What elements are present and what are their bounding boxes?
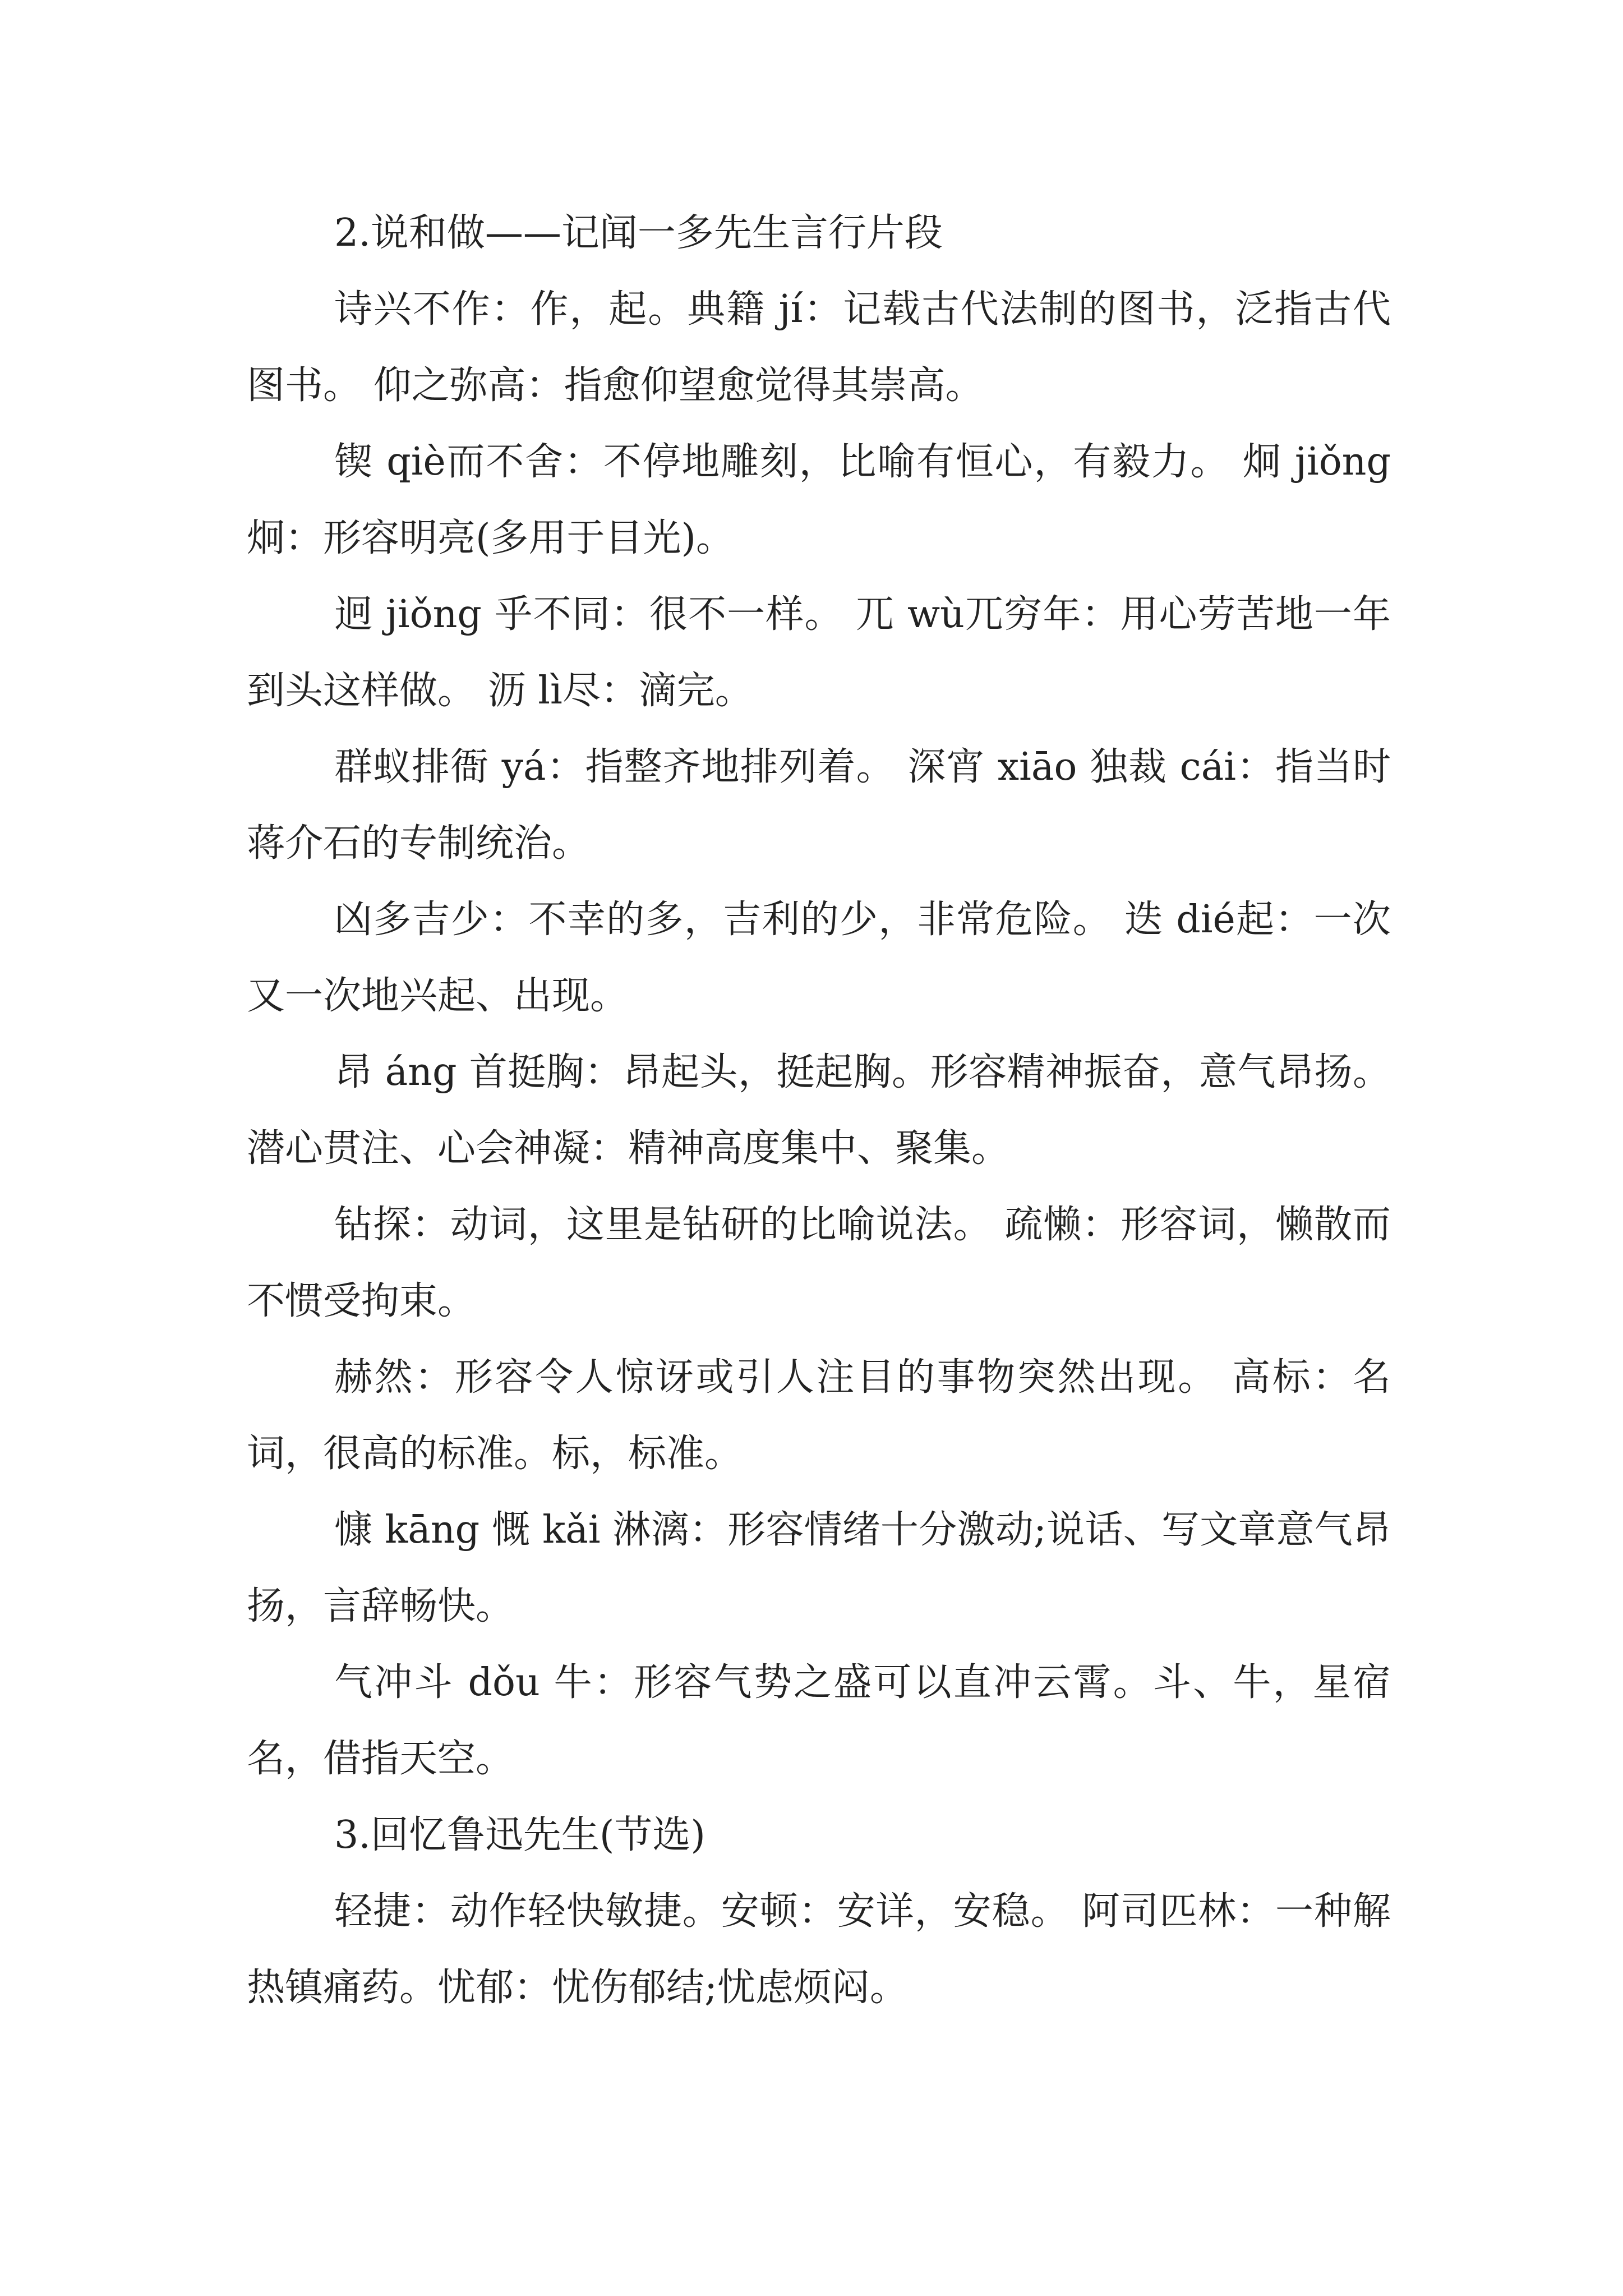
paragraph: 昂 áng 首挺胸：昂起头，挺起胸。形容精神振奋，意气昂扬。 潜心贯注、心会神凝：精神高度集中、聚集。 xyxy=(247,1050,1391,1171)
paragraph: 慷 kāng 慨 kǎi 淋漓：形容情绪十分激动;说话、写文章意气昂扬，言辞畅快。 xyxy=(247,1508,1391,1628)
paragraph: 群蚁排衙 yá：指整齐地排列着。 深宵 xiāo 独裁 cái：指当时蒋介石的专制统治。 xyxy=(247,745,1391,866)
paragraph: 诗兴不作：作，起。典籍 jí：记载古代法制的图书，泛指古代图书。 仰之弥高：指愈仰望愈觉得其崇高。 xyxy=(247,287,1391,408)
section-heading-2: 2.说和做——记闻一多先生言行片段 xyxy=(334,211,943,255)
paragraph: 钻探：动词，这里是钻研的比喻说法。 疏懒：形容词，懒散而不惯受拘束。 xyxy=(247,1203,1391,1323)
paragraph: 赫然：形容令人惊讶或引人注目的事物突然出现。 高标：名词，很高的标准。标，标准。 xyxy=(247,1355,1391,1476)
document-page xyxy=(247,195,1391,2026)
paragraph: 轻捷：动作轻快敏捷。安顿：安详，安稳。 阿司匹林：一种解热镇痛药。忧郁：忧伤郁结;忧虑烦闷。 xyxy=(247,1889,1391,2010)
paragraph: 凶多吉少：不幸的多，吉利的少，非常危险。 迭 dié起：一次又一次地兴起、出现。 xyxy=(247,898,1391,1018)
section-heading-3: 3.回忆鲁迅先生(节选) xyxy=(334,1813,706,1857)
paragraph: 锲 qiè而不舍：不停地雕刻，比喻有恒心，有毅力。 炯 jiǒng 炯：形容明亮(多用于目光)。 xyxy=(247,440,1391,560)
paragraph: 迥 jiǒng 乎不同：很不一样。 兀 wù兀穷年：用心劳苦地一年到头这样做。 沥 lì尽：滴完。 xyxy=(247,592,1391,713)
paragraph: 气冲斗 dǒu 牛：形容气势之盛可以直冲云霄。斗、牛，星宿名，借指天空。 xyxy=(247,1660,1391,1781)
